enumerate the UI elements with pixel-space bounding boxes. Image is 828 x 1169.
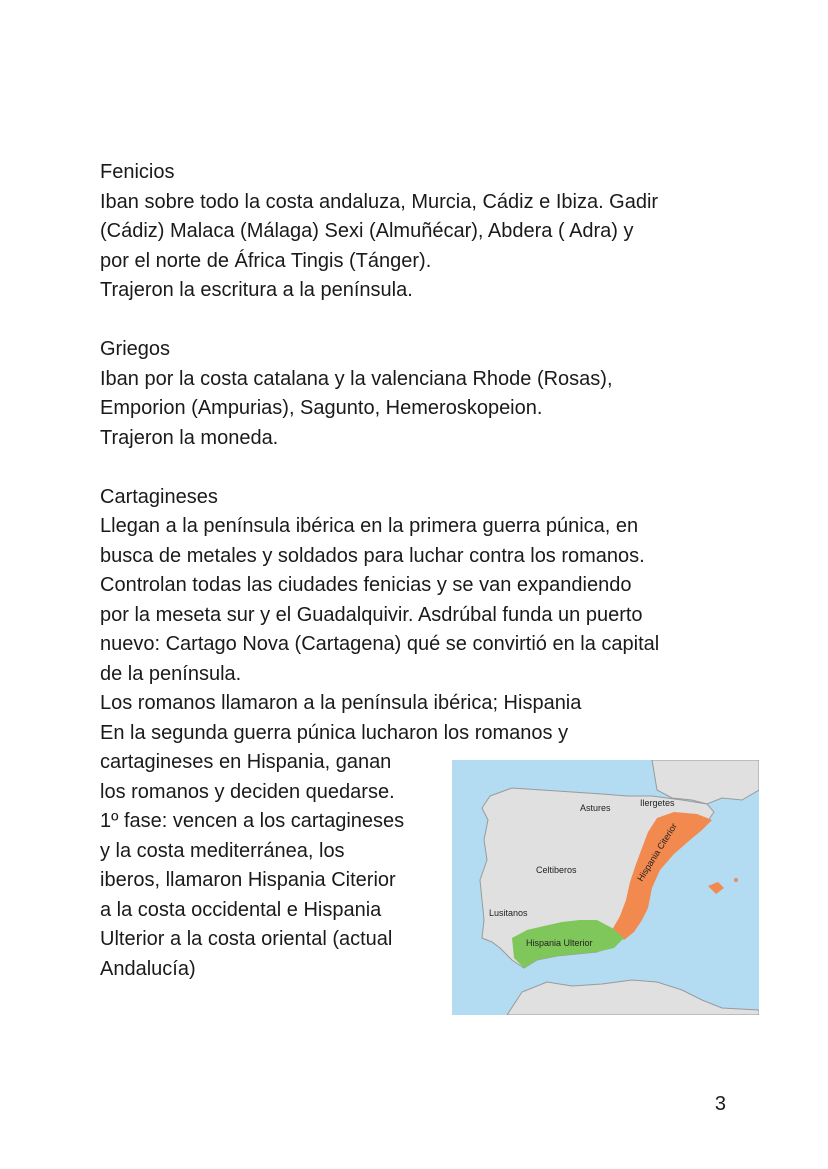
map-graphic	[452, 760, 759, 1015]
paragraph-line: Ulterior a la costa oriental (actual	[100, 928, 393, 950]
paragraph-line: Iban por la costa catalana y la valenciana Rhode (Rosas),	[100, 367, 613, 390]
paragraph-line: busca de metales y soldados para luchar contra los romanos.	[100, 544, 645, 567]
paragraph-line: Trajeron la escritura a la península.	[100, 279, 413, 301]
paragraph-line: Iban sobre todo la costa andaluza, Murcia, Cádiz e Ibiza. Gadir	[100, 190, 659, 213]
label-astures: Astures	[580, 803, 611, 813]
heading-cartagineses: Cartagineses	[100, 485, 218, 508]
paragraph-line: Emporion (Ampurias), Sagunto, Hemeroskopeion.	[100, 397, 543, 419]
paragraph-line: por la meseta sur y el Guadalquivir. Asdrúbal funda un puerto	[100, 603, 643, 626]
paragraph-line: a la costa occidental e Hispania	[100, 898, 382, 921]
paragraph-line: 1º fase: vencen a los cartagineses	[100, 810, 405, 832]
paragraph-line: En la segunda guerra púnica lucharon los romanos y	[100, 721, 569, 744]
paragraph-line: (Cádiz) Malaca (Málaga) Sexi (Almuñécar), Abdera ( Adra) y	[100, 220, 634, 242]
label-celtiberos: Celtiberos	[536, 865, 577, 875]
label-lusitanos: Lusitanos	[489, 908, 528, 918]
section-griegos	[100, 335, 740, 453]
label-ilergetes: Ilergetes	[640, 798, 675, 808]
balearic-islet	[734, 878, 738, 882]
paragraph-line: Trajeron la moneda.	[100, 426, 279, 449]
paragraph-line: los romanos y deciden quedarse.	[100, 780, 395, 803]
paragraph-line: Los romanos llamaron a la península ibérica; Hispania	[100, 692, 582, 714]
paragraph-line: Controlan todas las ciudades fenicias y se van expandiendo	[100, 574, 632, 596]
paragraph-line: y la costa mediterránea, los	[100, 839, 345, 862]
paragraph-line: Andalucía)	[100, 957, 196, 980]
paragraph-line: cartagineses en Hispania, ganan	[100, 751, 392, 773]
hispania-map	[452, 760, 759, 1015]
heading-fenicios: Fenicios	[100, 161, 175, 183]
paragraph-line: Llegan a la península ibérica en la primera guerra púnica, en	[100, 515, 639, 537]
paragraph-line: nuevo: Cartago Nova (Cartagena) qué se convirtió en la capital	[100, 633, 660, 655]
label-citerior: Hispania Citerior	[635, 821, 679, 884]
paragraph-line: por el norte de África Tingis (Tánger).	[100, 249, 432, 272]
page-number: 3	[714, 1093, 726, 1115]
heading-griegos: Griegos	[100, 338, 171, 360]
paragraph-line: iberos, llamaron Hispania Citerior	[100, 869, 396, 891]
paragraph-line: de la península.	[100, 662, 242, 685]
section-fenicios	[100, 158, 740, 306]
label-ulterior: Hispania Ulterior	[526, 938, 593, 948]
